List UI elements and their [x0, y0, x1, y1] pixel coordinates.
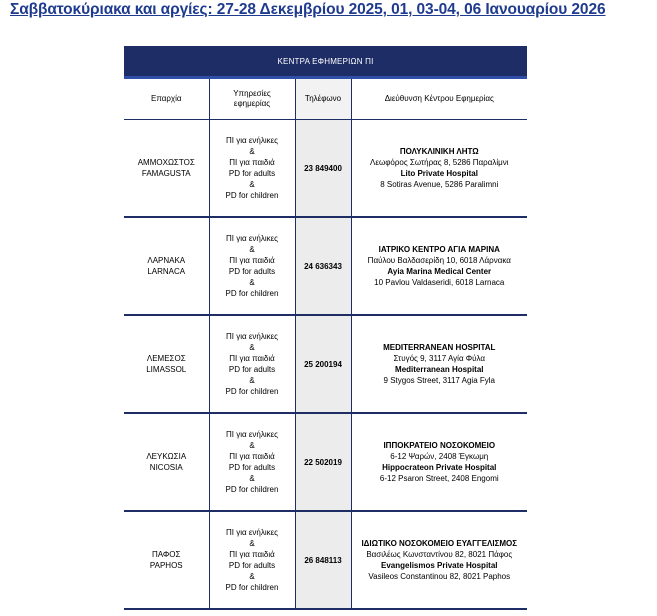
province-cell — [124, 315, 209, 413]
service-line: ΠΙ για ενήλικες — [225, 430, 279, 439]
phone-number: 26 848113 — [295, 511, 351, 609]
service-line: ΠΙ για ενήλικες — [225, 234, 279, 243]
center-address-gr: 6-12 Ψαρών, 2408 Έγκωμη — [390, 452, 489, 461]
service-line: ΠΙ για παιδιά — [229, 550, 275, 559]
services-cell — [209, 511, 295, 609]
header-services-line2: εφημερίας — [233, 99, 271, 108]
service-line: & — [249, 278, 255, 287]
center-name-en: Lito Private Hospital — [400, 169, 478, 178]
header-province: Επαρχία — [124, 78, 209, 120]
table-row — [124, 217, 527, 315]
service-line: & — [249, 572, 255, 581]
province-name-gr: ΛΕΥΚΩΣΙΑ — [146, 452, 187, 461]
center-address-en: 9 Stygos Street, 3117 Agia Fyla — [383, 376, 495, 385]
phone-number: 23 849400 — [295, 120, 351, 218]
header-services — [209, 78, 295, 120]
service-line: & — [249, 343, 255, 352]
service-line: & — [249, 539, 255, 548]
service-line: ΠΙ για ενήλικες — [225, 332, 279, 341]
table-row — [124, 120, 527, 218]
center-address-en: 6-12 Psaron Street, 2408 Engomi — [379, 474, 499, 483]
province-name-en: FAMAGUSTA — [141, 169, 191, 178]
center-name-gr: ΠΟΛΥΚΛΙΝΙΚΗ ΛΗΤΩ — [399, 147, 479, 156]
center-name-en: Mediterranean Hospital — [395, 365, 484, 374]
center-name-gr: ΙΔΙΩΤΙΚΟ ΝΟΣΟΚΟΜΕΙΟ ΕΥΑΓΓΕΛΙΣΜΟΣ — [361, 539, 518, 548]
province-cell — [124, 511, 209, 609]
service-line: PD for adults — [228, 169, 276, 178]
service-line: ΠΙ για ενήλικες — [225, 528, 279, 537]
address-cell — [351, 315, 527, 413]
province-cell — [124, 217, 209, 315]
service-line: PD for children — [225, 583, 279, 592]
center-name-en: Evangelismos Private Hospital — [381, 561, 498, 570]
header-address: Διεύθυνση Κέντρου Εφημερίας — [351, 78, 527, 120]
duty-centers-table — [124, 46, 527, 610]
province-cell — [124, 120, 209, 218]
province-cell — [124, 413, 209, 511]
phone-number: 22 502019 — [295, 413, 351, 511]
service-line: ΠΙ για παιδιά — [229, 452, 275, 461]
service-line: PD for children — [225, 485, 279, 494]
province-name-en: LARNACA — [147, 267, 186, 276]
table-row — [124, 511, 527, 609]
services-cell — [209, 315, 295, 413]
services-cell — [209, 413, 295, 511]
services-cell — [209, 120, 295, 218]
address-cell — [351, 413, 527, 511]
province-name-gr: ΑΜΜΟΧΩΣΤΟΣ — [137, 158, 195, 167]
phone-number: 25 200194 — [295, 315, 351, 413]
service-line: & — [249, 180, 255, 189]
service-line: ΠΙ για παιδιά — [229, 158, 275, 167]
table-row — [124, 315, 527, 413]
services-cell — [209, 217, 295, 315]
service-line: & — [249, 376, 255, 385]
service-line: & — [249, 147, 255, 156]
service-line: PD for children — [225, 387, 279, 396]
center-address-gr: Στυγός 9, 3117 Αγία Φύλα — [393, 354, 486, 363]
center-name-gr: ΙΑΤΡΙΚΟ ΚΕΝΤΡΟ ΑΓΙΑ ΜΑΡΙΝΑ — [378, 245, 500, 254]
address-cell — [351, 217, 527, 315]
service-line: PD for children — [225, 191, 279, 200]
service-line: & — [249, 245, 255, 254]
center-address-en: 10 Pavlou Valdaseridi, 6018 Larnaca — [374, 278, 505, 287]
service-line: ΠΙ για παιδιά — [229, 256, 275, 265]
service-line: PD for adults — [228, 267, 276, 276]
service-line: & — [249, 441, 255, 450]
province-name-gr: ΠΑΦΟΣ — [152, 550, 181, 559]
center-name-en: Ayia Marina Medical Center — [387, 267, 492, 276]
address-cell — [351, 511, 527, 609]
center-address-en: Vasileos Constantinou 82, 8021 Paphos — [368, 572, 511, 581]
table-row — [124, 413, 527, 511]
service-line: ΠΙ για παιδιά — [229, 354, 275, 363]
header-services-line1: Υπηρεσίες — [233, 89, 271, 98]
center-address-en: 8 Sotiras Avenue, 5286 Paralimni — [380, 180, 499, 189]
service-line: PD for adults — [228, 365, 276, 374]
service-line: PD for adults — [228, 561, 276, 570]
province-name-en: LIMASSOL — [146, 365, 187, 374]
center-address-gr: Παύλου Βαλδασερίδη 10, 6018 Λάρνακα — [367, 256, 511, 265]
service-line: PD for children — [225, 289, 279, 298]
province-name-en: PAPHOS — [149, 561, 183, 570]
province-name-gr: ΛΕΜΕΣΟΣ — [146, 354, 186, 363]
center-address-gr: Βασιλέως Κωνσταντίνου 82, 8021 Πάφος — [366, 550, 513, 559]
province-name-gr: ΛΑΡΝΑΚΑ — [147, 256, 186, 265]
address-cell — [351, 120, 527, 218]
header-phone: Τηλέφωνο — [295, 78, 351, 120]
center-name-en: Hippocrateon Private Hospital — [382, 463, 497, 472]
phone-number: 24 636343 — [295, 217, 351, 315]
page-title: Σαββατοκύριακα και αργίες: 27-28 Δεκεμβρίου 2025, 01, 03-04, 06 Ιανουαρίου 2026 — [10, 1, 606, 18]
center-name-gr: MEDITERRANEAN HOSPITAL — [383, 343, 496, 352]
table-banner: ΚΕΝΤΡΑ ΕΦΗΜΕΡΙΩΝ ΠΙ — [124, 46, 527, 78]
service-line: ΠΙ για ενήλικες — [225, 136, 279, 145]
service-line: PD for adults — [228, 463, 276, 472]
province-name-en: NICOSIA — [149, 463, 183, 472]
service-line: & — [249, 474, 255, 483]
center-address-gr: Λεωφόρος Σωτήρας 8, 5286 Παραλίμνι — [370, 158, 509, 167]
center-name-gr: ΙΠΠΟΚΡΑΤΕΙΟ ΝΟΣΟΚΟΜΕΙΟ — [383, 441, 496, 450]
